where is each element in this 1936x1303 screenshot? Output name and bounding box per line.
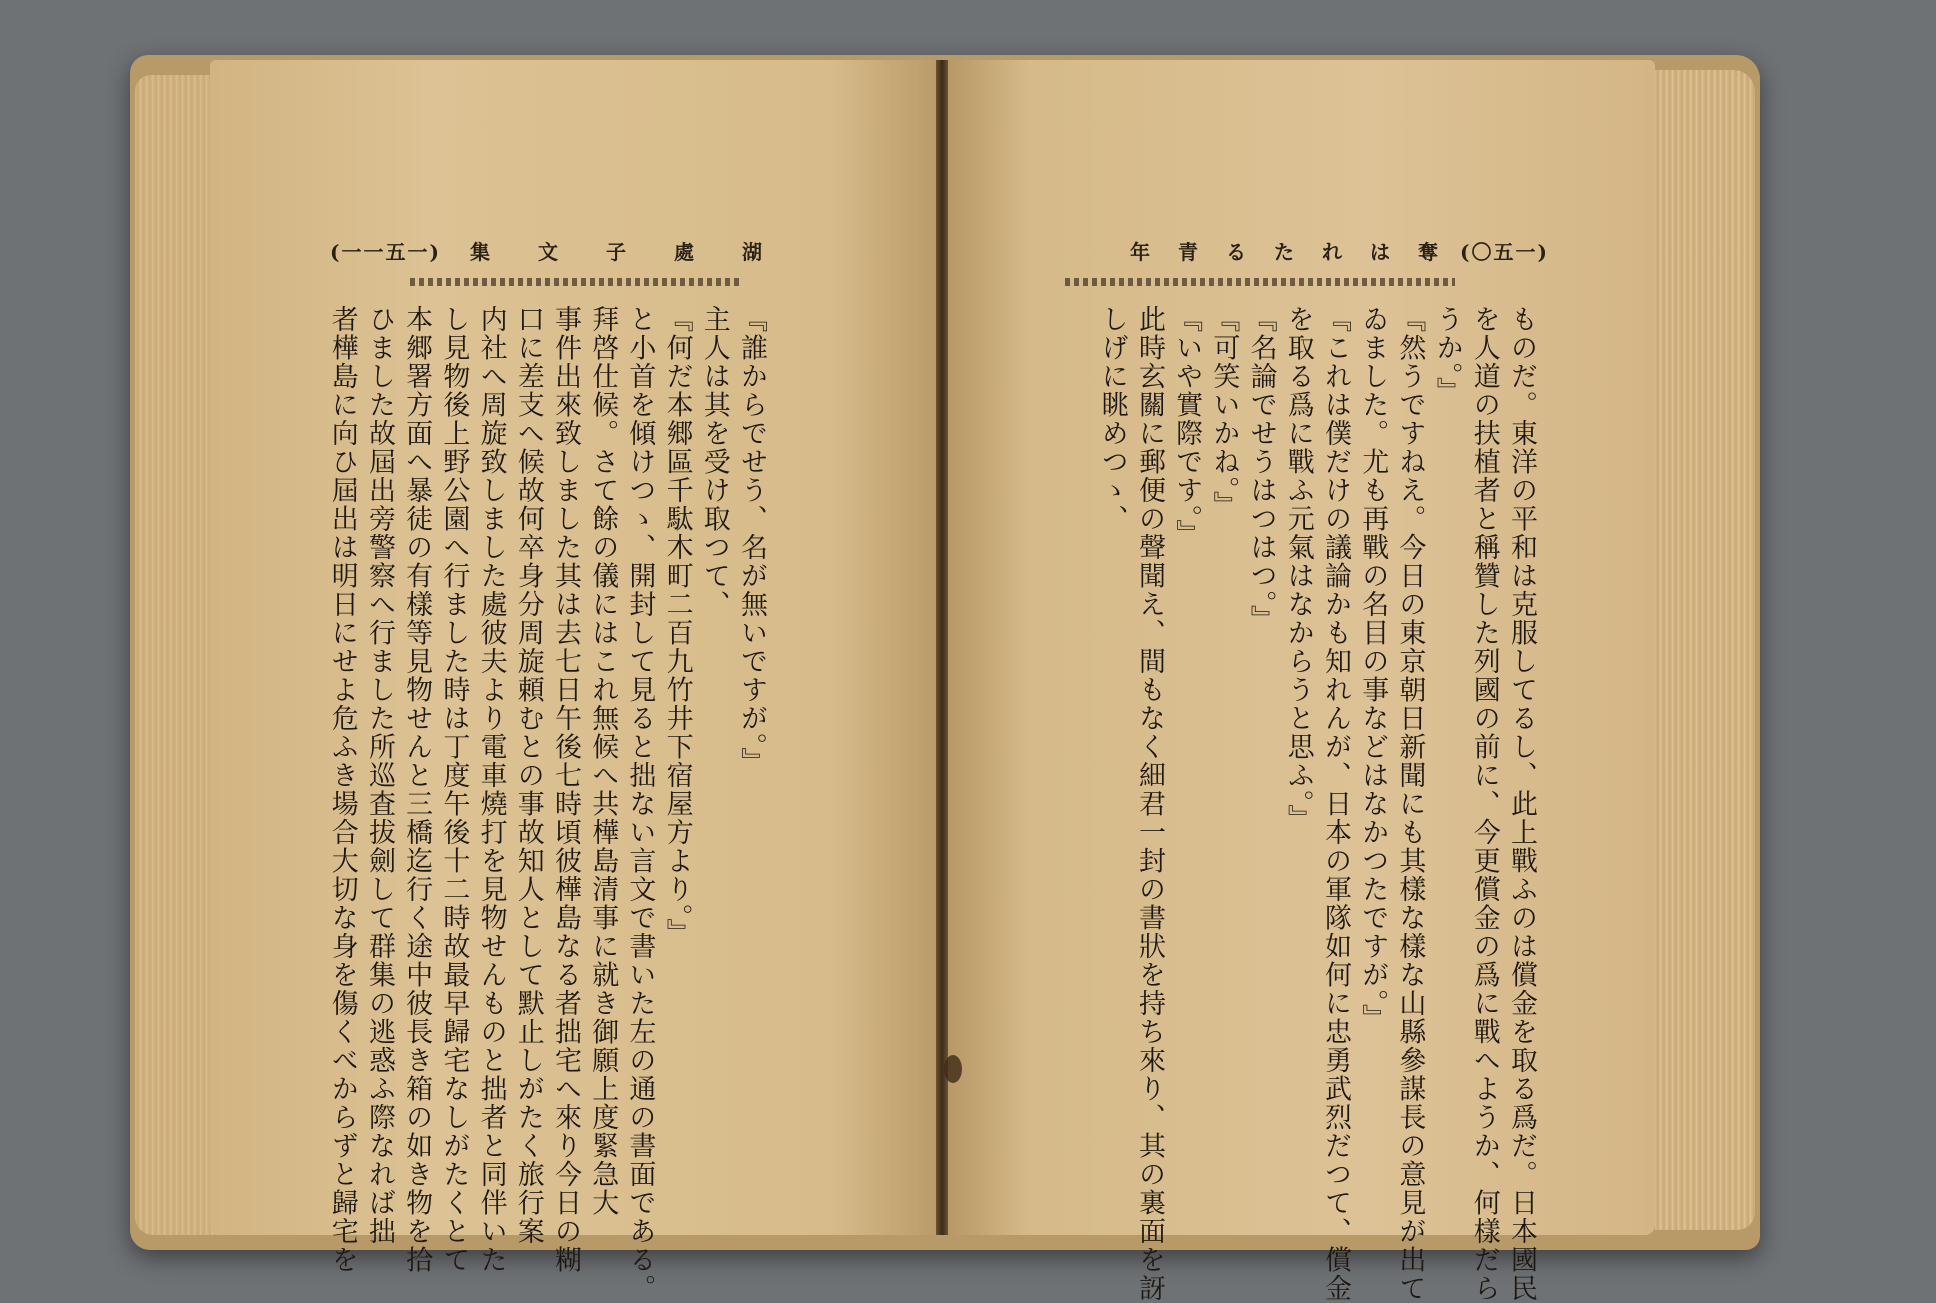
text-line: 此時玄關に郵便の聲聞え、間もなく細君一封の書狀を持ち來り、其の裏面を訝 bbox=[1133, 305, 1165, 1303]
left-page-header bbox=[330, 236, 810, 266]
text-line: 本郷署方面へ暴徒の有樣等見物せんと三橋迄行く途中彼長き箱の如き物を拾 bbox=[401, 305, 433, 1274]
text-line: うか。』 bbox=[1431, 305, 1463, 406]
right-running-title: 年青るたれは奪 bbox=[1130, 240, 1466, 264]
left-page-text bbox=[320, 305, 770, 1303]
text-line: 『誰からでせう、名が無いですが。』 bbox=[736, 305, 767, 776]
text-line: ひました故屆出旁警察へ行ました所巡査拔劍して群集の逃惑ふ際なれば拙 bbox=[363, 305, 395, 1246]
text-line: 『名論でせうはつはつ。』 bbox=[1245, 305, 1277, 634]
right-header-rule bbox=[1065, 278, 1455, 286]
left-page-number: (一一五一) bbox=[330, 240, 441, 264]
right-page-header bbox=[1130, 236, 1550, 266]
left-running-title: 集文子處湖 bbox=[470, 240, 810, 264]
text-line: 主人は其を受け取つて、 bbox=[698, 305, 730, 619]
text-line: 事件出來致しました其は去七日午後七時頃彼樺島なる者拙宅へ來り今日の糊 bbox=[549, 305, 581, 1274]
text-line: と小首を傾けつゝ、開封して見ると拙ない言文で書いた左の通の書面である。 bbox=[624, 305, 656, 1303]
text-line: 内社へ周旋致しました處彼夫より電車燒打を見物せんものと拙者と同伴いた bbox=[475, 305, 507, 1274]
right-page-edges bbox=[1655, 70, 1755, 1230]
ink-stain bbox=[944, 1055, 962, 1083]
text-line: 『いや實際です。』 bbox=[1171, 305, 1203, 548]
text-line: しげに眺めつゝ、 bbox=[1096, 305, 1128, 533]
text-line: を人道の扶植者と稱贊した列國の前に、今更償金の爲に戰へようか、何樣だら bbox=[1468, 305, 1500, 1303]
text-line: 口に差支へ候故何卒身分周旋頼むとの事故知人として默止しがたく旅行案 bbox=[512, 305, 544, 1246]
text-line: を取る爲に戰ふ元氣はなからうと思ふ。』 bbox=[1282, 305, 1314, 833]
text-line: ゐました。尤も再戰の名目の事などはなかつたですが。』 bbox=[1357, 305, 1389, 1033]
text-line: 『可笑いかね。』 bbox=[1208, 305, 1240, 520]
text-line: 拜啓仕候。さて餘の儀にはこれ無候へ共樺島清事に就き御願上度緊急大 bbox=[587, 305, 619, 1217]
left-header-rule bbox=[410, 278, 740, 286]
text-line: 者樺島に向ひ屆出は明日にせよ危ふき場合大切な身を傷くべからずと歸宅を bbox=[326, 305, 358, 1274]
text-line: 『何だ本郷區千駄木町二百九竹井下宿屋方より。』 bbox=[661, 305, 693, 947]
right-page-number: (〇五一) bbox=[1460, 240, 1549, 264]
right-page-text bbox=[1000, 305, 1540, 1303]
text-line: 『然うですねえ。今日の東京朝日新聞にも其樣な樣な山縣參謀長の意見が出て bbox=[1394, 305, 1426, 1303]
text-line: 『これは僕だけの議論かも知れんが、日本の軍隊如何に忠勇武烈だつて、償金 bbox=[1319, 305, 1351, 1303]
text-line: し見物後上野公園へ行ました時は丁度午後十二時故最早歸宅なしがたくとて bbox=[438, 305, 470, 1274]
text-line: ものだ。東洋の平和は克服してるし、此上戰ふのは償金を取る爲だ。日本國民 bbox=[1506, 305, 1537, 1303]
